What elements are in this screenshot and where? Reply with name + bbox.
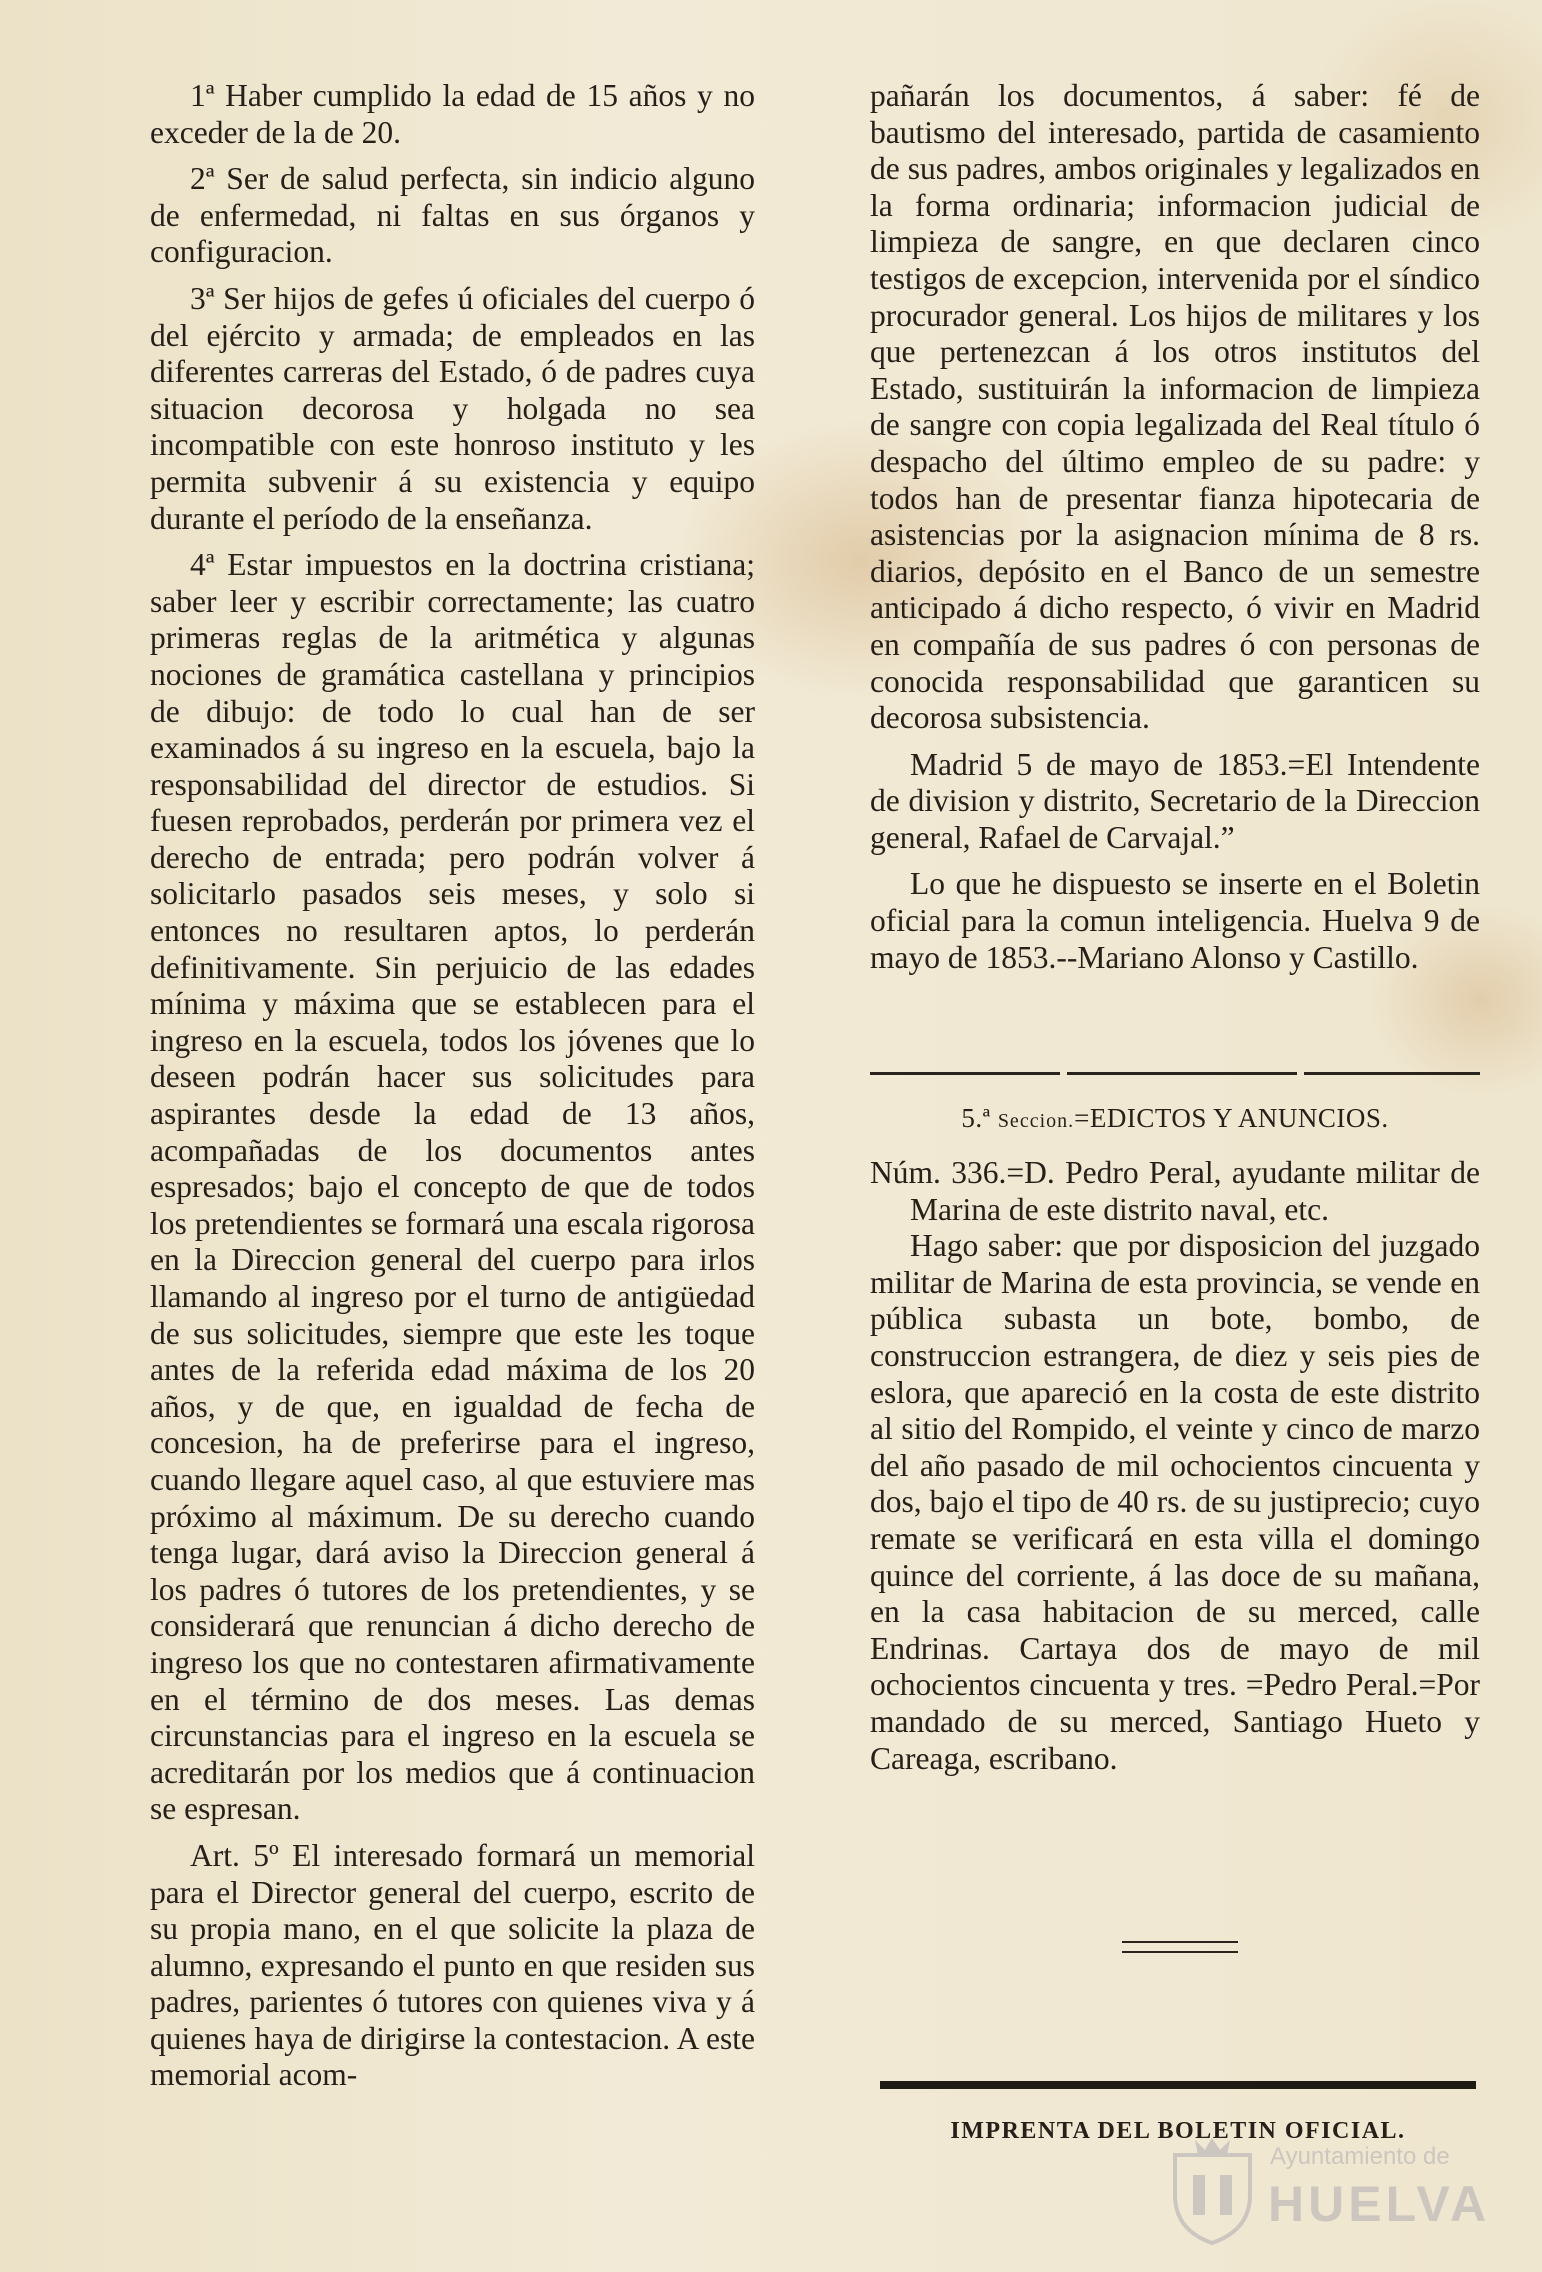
- printer-imprint: IMPRENTA DEL BOLETIN OFICIAL.: [950, 2118, 1406, 2144]
- paragraph-article-5: Art. 5º El interesado formará un memorial para el Director general del cuerpo, escrito de su propia mano, en el que solicite la plaza de alumno, expresando el punto en que residen sus padres, parientes ó tutores con quienes viva y á quienes haya de dirigirse la contestacion. A este memorial acom-: [150, 1837, 755, 2093]
- paragraph-madrid-signature: Madrid 5 de mayo de 1853.=El Intendente de division y distrito, Secretario de la Direccion general, Rafael de Carvajal.”: [870, 746, 1480, 855]
- section-heading: [870, 1103, 1480, 1134]
- edict-header: Núm. 336.=D. Pedro Peral, ayudante militar de Marina de este distrito naval, etc.: [870, 1155, 1480, 1227]
- section-title: =EDICTOS Y ANUNCIOS.: [1074, 1103, 1389, 1133]
- section-number: 5.ª: [961, 1103, 991, 1133]
- archive-watermark: [1165, 2135, 1495, 2245]
- footer-rule: [880, 2081, 1476, 2089]
- section-divider-rule: [870, 1072, 1480, 1078]
- ornamental-rule: [1122, 1941, 1238, 1953]
- edict-body: Hago saber: que por disposicion del juzgado militar de Marina de esta provincia, se vende en pública subasta un bote, bombo, de construccion estrangera, de diez y seis pies de eslora, que apareció en la costa de este distrito al sitio del Rompido, el veinte y cinco de marzo del año pasado de mil ochocientos cincuenta y dos, bajo el tipo de 40 rs. de su justiprecio; cuyo remate se verificará en esta villa el domingo quince del corriente, á las doce de su mañana, en la casa habitacion de su merced, calle Endrinas. Cartaya dos de mayo de mil ochocientos cincuenta y tres. =Pedro Peral.=Por mandado de su merced, Santiago Hueto y Careaga, escribano.: [870, 1228, 1480, 1776]
- watermark-line-2: HUELVA: [1268, 2176, 1491, 2232]
- section-label: Seccion.: [997, 1110, 1075, 1132]
- paragraph-requirement-1: 1ª Haber cumplido la edad de 15 años y no exceder de la de 20.: [150, 78, 755, 150]
- paragraph-requirement-4: 4ª Estar impuestos en la doctrina cristiana; saber leer y escribir correctamente; las cuatro primeras reglas de la aritmética y algunas nociones de gramática castellana y principios de dibujo: de todo lo cual han de ser examinados á su ingreso en la escuela, bajo la responsabilidad del director de estudios. Si fuesen reprobados, perderán por primera vez el derecho de entrada; pero podrán volver á solicitarlo pasados seis meses, y solo si entonces no resultaren aptos, lo perderán definitivamente. Sin perjuicio de las edades mínima y máxima que se establecen para el ingreso en la escuela, todos los jóvenes que lo deseen podrán hacer sus solicitudes para aspirantes desde la edad de 13 años, acompañadas de los documentos antes espresados; bajo el concepto de que de todos los pretendientes se formará una escala rigorosa en la Direccion general del cuerpo para irlos llamando al ingreso por el turno de antigüedad de sus solicitudes, siempre que este les toque antes de la referida edad máxima de los 20 años, y de que, en igualdad de fecha de concesion, ha de preferirse para el ingreso, cuando llegare aquel caso, al que estuviere mas próximo al máximum. De su derecho cuando tenga lugar, dará aviso la Direccion general á los padres ó tutores de los pretendientes, y se considerará que renuncian á dicho derecho de ingreso los que no contestaren afirmativamente en el término de dos meses. Las demas circunstancias para el ingreso en la escuela se acreditarán por los medios que á continuacion se espresan.: [150, 547, 755, 1827]
- watermark-line-1: Ayuntamiento de: [1270, 2143, 1450, 2170]
- edict-notice: [870, 1155, 1480, 1777]
- paragraph-huelva-order: Lo que he dispuesto se inserte en el Boletin oficial para la comun inteligencia. Huelva 9 de mayo de 1853.--Mariano Alonso y Castillo.: [870, 866, 1480, 975]
- paragraph-requirement-3: 3ª Ser hijos de gefes ú oficiales del cuerpo ó del ejército y armada; de empleados en las diferentes carreras del Estado, ó de padres cuya situacion decorosa y holgada no sea incompatible con este honroso instituto y les permita subvenir á su existencia y equipo durante el período de la enseñanza.: [150, 280, 755, 536]
- huelva-coat-of-arms-icon: [1165, 2135, 1260, 2245]
- left-column: [150, 78, 755, 2104]
- paragraph-requirement-2: 2ª Ser de salud perfecta, sin indicio alguno de enfermedad, ni faltas en sus órganos y configuracion.: [150, 161, 755, 270]
- paragraph-documents-continued: pañarán los documentos, á saber: fé de bautismo del interesado, partida de casamiento de sus padres, ambos originales y legalizados en la forma ordinaria; informacion judicial de limpieza de sangre, en que declaren cinco testigos de excepcion, intervenida por el síndico procurador general. Los hijos de militares y los que pertenezcan á los otros institutos del Estado, sustituirán la informacion de limpieza de sangre con copia legalizada del Real título ó despacho del último empleo de su padre: y todos han de presentar fianza hipotecaria de asistencias por la asignacion mínima de 8 rs. diarios, depósito en el Banco de un semestre anticipado á dicho respecto, ó vivir en Madrid en compañía de sus padres ó con personas de conocida responsabilidad que garanticen su decorosa subsistencia.: [870, 78, 1480, 736]
- right-column: [870, 78, 1480, 986]
